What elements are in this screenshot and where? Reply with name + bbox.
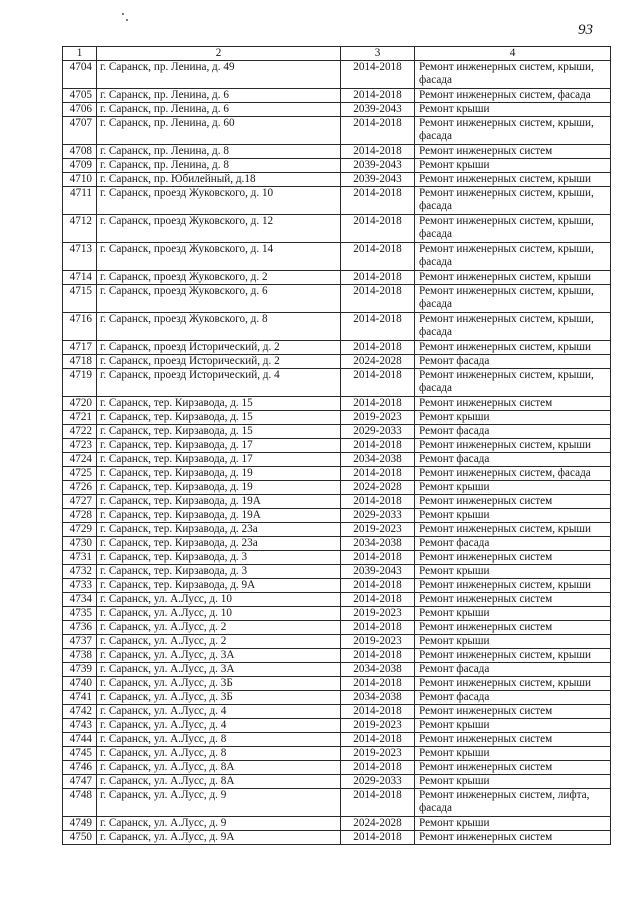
- row-number-cell: 4738: [63, 649, 97, 663]
- table-row: [63, 509, 611, 523]
- row-number-cell: 4736: [63, 621, 97, 635]
- period-cell: 2014-2018: [341, 733, 415, 747]
- period-cell: 2014-2018: [341, 397, 415, 411]
- table-row: [63, 551, 611, 565]
- works-cell: Ремонт крыши: [415, 747, 611, 761]
- period-cell: 2014-2018: [341, 621, 415, 635]
- address-cell: г. Саранск, ул. А.Лусс, д. 8А: [97, 761, 341, 775]
- column-header-3: 3: [341, 47, 415, 61]
- row-number-cell: 4712: [63, 215, 97, 243]
- address-cell: г. Саранск, ул. А.Лусс, д. 3Б: [97, 691, 341, 705]
- table-row: [63, 453, 611, 467]
- scan-speck: [126, 19, 128, 21]
- works-cell: Ремонт инженерных систем: [415, 397, 611, 411]
- row-number-cell: 4725: [63, 467, 97, 481]
- table-row: [63, 397, 611, 411]
- period-cell: 2014-2018: [341, 215, 415, 243]
- address-cell: г. Саранск, ул. А.Лусс, д. 9: [97, 789, 341, 817]
- period-cell: 2039-2043: [341, 159, 415, 173]
- row-number-cell: 4709: [63, 159, 97, 173]
- row-number-cell: 4723: [63, 439, 97, 453]
- address-cell: г. Саранск, ул. А.Лусс, д. 3А: [97, 649, 341, 663]
- works-cell: Ремонт инженерных систем: [415, 733, 611, 747]
- row-number-cell: 4705: [63, 89, 97, 103]
- address-cell: г. Саранск, пр. Ленина, д. 6: [97, 103, 341, 117]
- table-row: [63, 369, 611, 397]
- works-cell: Ремонт фасада: [415, 355, 611, 369]
- period-cell: 2014-2018: [341, 61, 415, 89]
- period-cell: 2034-2038: [341, 453, 415, 467]
- address-cell: г. Саранск, тер. Кирзавода, д. 19А: [97, 509, 341, 523]
- row-number-cell: 4728: [63, 509, 97, 523]
- period-cell: 2039-2043: [341, 173, 415, 187]
- row-number-cell: 4737: [63, 635, 97, 649]
- table-row: [63, 523, 611, 537]
- table-row: [63, 537, 611, 551]
- row-number-cell: 4750: [63, 831, 97, 845]
- row-number-cell: 4740: [63, 677, 97, 691]
- table-row: [63, 439, 611, 453]
- period-cell: 2014-2018: [341, 579, 415, 593]
- works-cell: Ремонт инженерных систем, крыши: [415, 439, 611, 453]
- period-cell: 2014-2018: [341, 341, 415, 355]
- period-cell: 2019-2023: [341, 719, 415, 733]
- works-cell: Ремонт инженерных систем, крыши: [415, 341, 611, 355]
- address-cell: г. Саранск, ул. А.Лусс, д. 10: [97, 593, 341, 607]
- row-number-cell: 4742: [63, 705, 97, 719]
- row-number-cell: 4747: [63, 775, 97, 789]
- table-row: [63, 89, 611, 103]
- works-cell: Ремонт инженерных систем, крыши: [415, 271, 611, 285]
- works-cell: Ремонт инженерных систем, крыши, фасада: [415, 61, 611, 89]
- works-cell: Ремонт инженерных систем: [415, 593, 611, 607]
- works-cell: Ремонт инженерных систем, фасада: [415, 89, 611, 103]
- address-cell: г. Саранск, ул. А.Лусс, д. 3Б: [97, 677, 341, 691]
- row-number-cell: 4729: [63, 523, 97, 537]
- period-cell: 2024-2028: [341, 355, 415, 369]
- row-number-cell: 4720: [63, 397, 97, 411]
- table-row: [63, 635, 611, 649]
- period-cell: 2019-2023: [341, 747, 415, 761]
- row-number-cell: 4713: [63, 243, 97, 271]
- row-number-cell: 4724: [63, 453, 97, 467]
- address-cell: г. Саранск, проезд Жуковского, д. 2: [97, 271, 341, 285]
- row-number-cell: 4714: [63, 271, 97, 285]
- period-cell: 2019-2023: [341, 523, 415, 537]
- table-row: [63, 733, 611, 747]
- works-cell: Ремонт крыши: [415, 411, 611, 425]
- table-row: [63, 495, 611, 509]
- period-cell: 2014-2018: [341, 313, 415, 341]
- address-cell: г. Саранск, тер. Кирзавода, д. 3: [97, 551, 341, 565]
- row-number-cell: 4746: [63, 761, 97, 775]
- address-cell: г. Саранск, пр. Ленина, д. 8: [97, 159, 341, 173]
- works-cell: Ремонт крыши: [415, 719, 611, 733]
- address-cell: г. Саранск, проезд Исторический, д. 2: [97, 355, 341, 369]
- works-cell: Ремонт инженерных систем, крыши: [415, 649, 611, 663]
- table-row: [63, 691, 611, 705]
- row-number-cell: 4744: [63, 733, 97, 747]
- address-cell: г. Саранск, ул. А.Лусс, д. 4: [97, 719, 341, 733]
- period-cell: 2014-2018: [341, 117, 415, 145]
- page-number: 93: [578, 22, 593, 38]
- address-cell: г. Саранск, ул. А.Лусс, д. 8А: [97, 775, 341, 789]
- address-cell: г. Саранск, ул. А.Лусс, д. 2: [97, 621, 341, 635]
- table-row: [63, 285, 611, 313]
- works-cell: Ремонт фасада: [415, 453, 611, 467]
- works-cell: Ремонт крыши: [415, 103, 611, 117]
- period-cell: 2029-2033: [341, 425, 415, 439]
- table-header-row: [63, 47, 611, 61]
- row-number-cell: 4743: [63, 719, 97, 733]
- period-cell: 2019-2023: [341, 607, 415, 621]
- period-cell: 2029-2033: [341, 509, 415, 523]
- table-row: [63, 467, 611, 481]
- capital-repair-table: [62, 46, 611, 845]
- address-cell: г. Саранск, ул. А.Лусс, д. 9: [97, 817, 341, 831]
- period-cell: 2014-2018: [341, 285, 415, 313]
- address-cell: г. Саранск, тер. Кирзавода, д. 15: [97, 411, 341, 425]
- period-cell: 2014-2018: [341, 467, 415, 481]
- table-row: [63, 173, 611, 187]
- works-cell: Ремонт инженерных систем, крыши, фасада: [415, 243, 611, 271]
- table-row: [63, 61, 611, 89]
- address-cell: г. Саранск, тер. Кирзавода, д. 23а: [97, 537, 341, 551]
- works-cell: Ремонт крыши: [415, 635, 611, 649]
- works-cell: Ремонт инженерных систем: [415, 621, 611, 635]
- row-number-cell: 4726: [63, 481, 97, 495]
- row-number-cell: 4730: [63, 537, 97, 551]
- row-number-cell: 4739: [63, 663, 97, 677]
- period-cell: 2014-2018: [341, 831, 415, 845]
- period-cell: 2014-2018: [341, 271, 415, 285]
- period-cell: 2014-2018: [341, 187, 415, 215]
- period-cell: 2034-2038: [341, 691, 415, 705]
- row-number-cell: 4735: [63, 607, 97, 621]
- works-cell: Ремонт фасада: [415, 425, 611, 439]
- address-cell: г. Саранск, тер. Кирзавода, д. 19: [97, 467, 341, 481]
- period-cell: 2039-2043: [341, 103, 415, 117]
- row-number-cell: 4749: [63, 817, 97, 831]
- row-number-cell: 4710: [63, 173, 97, 187]
- table-row: [63, 341, 611, 355]
- address-cell: г. Саранск, тер. Кирзавода, д. 3: [97, 565, 341, 579]
- address-cell: г. Саранск, тер. Кирзавода, д. 19А: [97, 495, 341, 509]
- works-cell: Ремонт инженерных систем, крыши, фасада: [415, 187, 611, 215]
- works-cell: Ремонт инженерных систем, крыши: [415, 523, 611, 537]
- period-cell: 2014-2018: [341, 439, 415, 453]
- address-cell: г. Саранск, тер. Кирзавода, д. 19: [97, 481, 341, 495]
- column-header-4: 4: [415, 47, 611, 61]
- address-cell: г. Саранск, проезд Жуковского, д. 14: [97, 243, 341, 271]
- address-cell: г. Саранск, проезд Жуковского, д. 8: [97, 313, 341, 341]
- table-row: [63, 705, 611, 719]
- works-cell: Ремонт фасада: [415, 537, 611, 551]
- row-number-cell: 4707: [63, 117, 97, 145]
- table-row: [63, 789, 611, 817]
- table-row: [63, 831, 611, 845]
- address-cell: г. Саранск, пр. Ленина, д. 49: [97, 61, 341, 89]
- works-cell: Ремонт инженерных систем, крыши, фасада: [415, 215, 611, 243]
- table-row: [63, 103, 611, 117]
- address-cell: г. Саранск, тер. Кирзавода, д. 17: [97, 439, 341, 453]
- period-cell: 2024-2028: [341, 817, 415, 831]
- works-cell: Ремонт инженерных систем: [415, 705, 611, 719]
- table-row: [63, 313, 611, 341]
- works-cell: Ремонт инженерных систем, крыши: [415, 173, 611, 187]
- address-cell: г. Саранск, ул. А.Лусс, д. 10: [97, 607, 341, 621]
- row-number-cell: 4733: [63, 579, 97, 593]
- period-cell: 2014-2018: [341, 705, 415, 719]
- period-cell: 2019-2023: [341, 411, 415, 425]
- row-number-cell: 4708: [63, 145, 97, 159]
- table-row: [63, 775, 611, 789]
- address-cell: г. Саранск, ул. А.Лусс, д. 8: [97, 733, 341, 747]
- table-row: [63, 411, 611, 425]
- works-cell: Ремонт крыши: [415, 817, 611, 831]
- period-cell: 2014-2018: [341, 369, 415, 397]
- row-number-cell: 4719: [63, 369, 97, 397]
- address-cell: г. Саранск, проезд Исторический, д. 2: [97, 341, 341, 355]
- address-cell: г. Саранск, ул. А.Лусс, д. 2: [97, 635, 341, 649]
- period-cell: 2034-2038: [341, 663, 415, 677]
- table-body: [63, 61, 611, 845]
- table-row: [63, 271, 611, 285]
- table-row: [63, 677, 611, 691]
- address-cell: г. Саранск, пр. Юбилейный, д.18: [97, 173, 341, 187]
- period-cell: 2014-2018: [341, 145, 415, 159]
- row-number-cell: 4721: [63, 411, 97, 425]
- works-cell: Ремонт фасада: [415, 691, 611, 705]
- works-cell: Ремонт инженерных систем, крыши, фасада: [415, 285, 611, 313]
- period-cell: 2029-2033: [341, 775, 415, 789]
- table-row: [63, 663, 611, 677]
- works-cell: Ремонт инженерных систем: [415, 145, 611, 159]
- table-row: [63, 593, 611, 607]
- row-number-cell: 4731: [63, 551, 97, 565]
- table-row: [63, 579, 611, 593]
- works-cell: Ремонт инженерных систем: [415, 551, 611, 565]
- row-number-cell: 4741: [63, 691, 97, 705]
- table-row: [63, 649, 611, 663]
- address-cell: г. Саранск, пр. Ленина, д. 6: [97, 89, 341, 103]
- row-number-cell: 4711: [63, 187, 97, 215]
- table-row: [63, 355, 611, 369]
- works-cell: Ремонт инженерных систем, крыши, фасада: [415, 117, 611, 145]
- table-row: [63, 719, 611, 733]
- table-row: [63, 117, 611, 145]
- works-cell: Ремонт инженерных систем, крыши: [415, 677, 611, 691]
- address-cell: г. Саранск, пр. Ленина, д. 60: [97, 117, 341, 145]
- works-cell: Ремонт крыши: [415, 509, 611, 523]
- period-cell: 2014-2018: [341, 649, 415, 663]
- table-row: [63, 159, 611, 173]
- row-number-cell: 4727: [63, 495, 97, 509]
- period-cell: 2019-2023: [341, 635, 415, 649]
- works-cell: Ремонт крыши: [415, 565, 611, 579]
- address-cell: г. Саранск, пр. Ленина, д. 8: [97, 145, 341, 159]
- address-cell: г. Саранск, тер. Кирзавода, д. 15: [97, 425, 341, 439]
- scan-speck: [122, 13, 124, 15]
- period-cell: 2014-2018: [341, 89, 415, 103]
- table-row: [63, 481, 611, 495]
- table-row: [63, 187, 611, 215]
- address-cell: г. Саранск, ул. А.Лусс, д. 8: [97, 747, 341, 761]
- address-cell: г. Саранск, проезд Жуковского, д. 6: [97, 285, 341, 313]
- period-cell: 2014-2018: [341, 677, 415, 691]
- period-cell: 2014-2018: [341, 551, 415, 565]
- works-cell: Ремонт инженерных систем, лифта, фасада: [415, 789, 611, 817]
- row-number-cell: 4722: [63, 425, 97, 439]
- column-header-1: 1: [63, 47, 97, 61]
- row-number-cell: 4748: [63, 789, 97, 817]
- table-row: [63, 565, 611, 579]
- table-row: [63, 145, 611, 159]
- works-cell: Ремонт инженерных систем: [415, 761, 611, 775]
- works-cell: Ремонт инженерных систем, крыши, фасада: [415, 313, 611, 341]
- address-cell: г. Саранск, ул. А.Лусс, д. 9А: [97, 831, 341, 845]
- works-cell: Ремонт крыши: [415, 775, 611, 789]
- address-cell: г. Саранск, тер. Кирзавода, д. 15: [97, 397, 341, 411]
- column-header-2: 2: [97, 47, 341, 61]
- table-row: [63, 243, 611, 271]
- table-row: [63, 607, 611, 621]
- row-number-cell: 4717: [63, 341, 97, 355]
- period-cell: 2014-2018: [341, 593, 415, 607]
- period-cell: 2014-2018: [341, 243, 415, 271]
- address-cell: г. Саранск, тер. Кирзавода, д. 23а: [97, 523, 341, 537]
- address-cell: г. Саранск, проезд Исторический, д. 4: [97, 369, 341, 397]
- row-number-cell: 4704: [63, 61, 97, 89]
- period-cell: 2014-2018: [341, 495, 415, 509]
- table-row: [63, 425, 611, 439]
- works-cell: Ремонт инженерных систем: [415, 495, 611, 509]
- address-cell: г. Саранск, проезд Жуковского, д. 10: [97, 187, 341, 215]
- row-number-cell: 4745: [63, 747, 97, 761]
- period-cell: 2034-2038: [341, 537, 415, 551]
- works-cell: Ремонт инженерных систем, фасада: [415, 467, 611, 481]
- table-row: [63, 621, 611, 635]
- works-cell: Ремонт крыши: [415, 607, 611, 621]
- row-number-cell: 4706: [63, 103, 97, 117]
- period-cell: 2039-2043: [341, 565, 415, 579]
- works-cell: Ремонт крыши: [415, 159, 611, 173]
- row-number-cell: 4718: [63, 355, 97, 369]
- table-row: [63, 761, 611, 775]
- works-cell: Ремонт крыши: [415, 481, 611, 495]
- table-row: [63, 215, 611, 243]
- works-cell: Ремонт инженерных систем, крыши, фасада: [415, 369, 611, 397]
- address-cell: г. Саранск, тер. Кирзавода, д. 9А: [97, 579, 341, 593]
- works-cell: Ремонт инженерных систем: [415, 831, 611, 845]
- period-cell: 2024-2028: [341, 481, 415, 495]
- address-cell: г. Саранск, тер. Кирзавода, д. 17: [97, 453, 341, 467]
- period-cell: 2014-2018: [341, 789, 415, 817]
- row-number-cell: 4715: [63, 285, 97, 313]
- address-cell: г. Саранск, ул. А.Лусс, д. 4: [97, 705, 341, 719]
- address-cell: г. Саранск, ул. А.Лусс, д. 3А: [97, 663, 341, 677]
- row-number-cell: 4732: [63, 565, 97, 579]
- address-cell: г. Саранск, проезд Жуковского, д. 12: [97, 215, 341, 243]
- table-row: [63, 817, 611, 831]
- period-cell: 2014-2018: [341, 761, 415, 775]
- table-row: [63, 747, 611, 761]
- works-cell: Ремонт инженерных систем, крыши: [415, 579, 611, 593]
- row-number-cell: 4734: [63, 593, 97, 607]
- row-number-cell: 4716: [63, 313, 97, 341]
- works-cell: Ремонт фасада: [415, 663, 611, 677]
